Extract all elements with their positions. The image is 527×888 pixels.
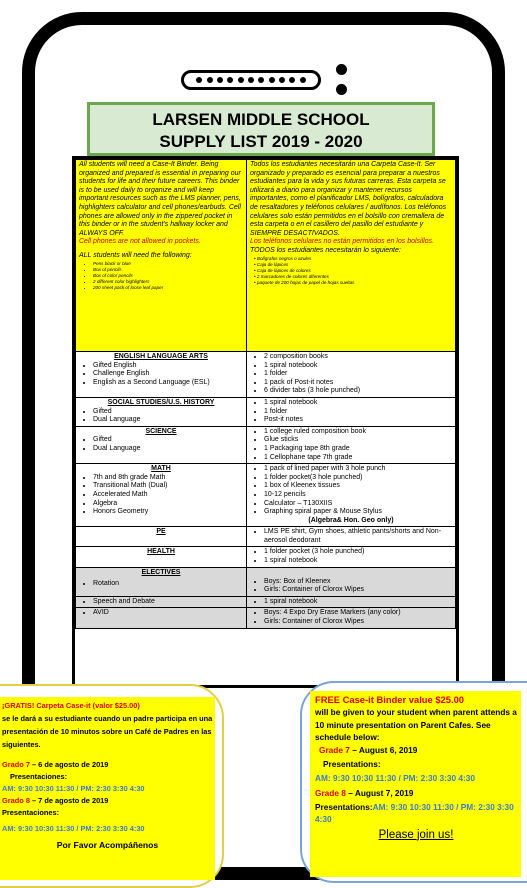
- sensor-dot-icon: [336, 84, 347, 95]
- list-item: • Bolígrafos negros o azules: [254, 255, 312, 261]
- list-item: • 2 marcadores de colores diferentes: [254, 273, 329, 279]
- list-item: • Box of color pencils: [93, 273, 243, 279]
- intro-es-lead: TODOS los estudiantes necesitarán lo siguiente:: [250, 246, 401, 254]
- supply-table: [75, 159, 456, 629]
- list-item: • 1 folder: [264, 408, 452, 417]
- table-row: [76, 567, 456, 596]
- section-title: MATH: [151, 465, 171, 473]
- list-item: • 1 Packaging tape 8th grade: [264, 445, 452, 454]
- promo-es-grade8: Grado 8 – 7 de agosto de 2019: [2, 796, 109, 805]
- list-item: • Caja de lápices: [254, 261, 289, 267]
- table-row: [76, 547, 456, 567]
- table-row: [76, 608, 456, 628]
- list-item: • Boys: Box of Kleenex: [264, 578, 452, 587]
- list-item: • 1 college ruled composition book: [264, 428, 452, 437]
- table-row: [76, 464, 456, 527]
- list-item: • Gifted: [93, 408, 243, 417]
- list-item: • 1 Cellophane tape 7th grade: [264, 454, 452, 463]
- list-item: • 6 divider tabs (3 hole punched): [264, 387, 452, 396]
- table-row: [76, 352, 456, 398]
- section-title: SCIENCE: [145, 427, 177, 435]
- list-item: • Graphing spiral paper & Mouse Stylus: [264, 508, 452, 517]
- list-item: • 2 different color highlighters: [93, 279, 243, 285]
- list-item: • Honors Geometry: [93, 508, 243, 517]
- promo-en-headline: FREE Case-it Binder value $25.00: [315, 694, 465, 705]
- list-item: • paquete de 200 hojas de papel de hojas sueltas: [254, 279, 355, 285]
- list-item: • Gifted: [93, 436, 243, 445]
- list-item: • 1 pack of Post-it notes: [264, 379, 452, 388]
- promo-spanish: [0, 697, 215, 880]
- intro-es-text: Todos los estudiantes necesitarán una Carpeta Case-It. Ser organizado y preparado es esencial para preparar a nuestros estudiantes para la vida y sus futuras carreras. Esta carpeta se utilizará a diario para organizar y mantener recursos importantes, como el planificador LMS, bolígrafos, calculadora de resaltadores y teléfonos celulares / audífonos. Los teléfonos celulares solo están permitidos en el bolsillo con cremallera de esta carpeta o en el casillero del pasillo del estudiante y SIEMPRE DESACTIVADOS.: [250, 161, 447, 237]
- table-row: [76, 397, 456, 426]
- list-item: • 1 folder pocket (3 hole punched): [264, 548, 452, 557]
- list-item: • Transitional Math (Dual): [93, 482, 243, 491]
- list-item: • 1 box of Kleenex tissues: [264, 482, 452, 491]
- list-item: • 1 pack of lined paper with 3 hole punch: [264, 465, 452, 474]
- list-item: • Rotation: [93, 580, 243, 589]
- promo-es-body: se le dará a su estudiante cuando un padre participa en una presentación de 10 minutos sobre un Café de Padres en las siguientes.: [2, 714, 213, 749]
- list-item: • Girls: Container of Clorox Wipes: [264, 586, 452, 595]
- promo-en-times: AM: 9:30 10:30 11:30 / PM: 2:30 3:30 4:30: [315, 772, 476, 783]
- promo-es-closing: Por Favor Acompáñenos: [56, 840, 159, 850]
- list-item: • Pens black or blue: [93, 261, 243, 267]
- section-title: ENGLISH LANGUAGE ARTS: [114, 353, 208, 360]
- promo-en-body: will be given to your student when parent attends a 10 minute presentation on Parent Cafes. See schedule below:: [315, 707, 517, 742]
- promo-english: [310, 691, 521, 877]
- title-line-1: LARSEN MIDDLE SCHOOL: [152, 110, 370, 129]
- intro-en-lead: ALL students will need the following:: [79, 251, 192, 259]
- list-item: • Boys: 4 Expo Dry Erase Markers (any color): [264, 609, 452, 618]
- promo-es-times: AM: 9:30 10:30 11:30 / PM: 2:30 3:30 4:30: [2, 824, 145, 833]
- list-item: • 2 composition books: [264, 353, 452, 362]
- list-item: • Caja de lápices de colores: [254, 267, 311, 273]
- table-row: [76, 426, 456, 463]
- list-item: • 10-12 pencils: [264, 491, 452, 500]
- promo-en-grade7: Grade 7 – August 6, 2019: [319, 744, 418, 755]
- section-title: SOCIAL STUDIES/U.S. HISTORY: [107, 398, 215, 406]
- list-item: • Challenge English: [93, 370, 243, 379]
- math-note: (Algebra& Hon. Geo only): [308, 516, 394, 524]
- promo-es-headline: ¡GRATIS! Carpeta Case-it (valor $25.00): [2, 701, 140, 710]
- intro-spanish: [247, 160, 456, 352]
- intro-es-warning: Los teléfonos celulares no están permitidos en los bolsillos.: [250, 238, 435, 246]
- list-item: • Box of pencils: [93, 267, 243, 273]
- promo-en-times-line: Presentations:AM: 9:30 10:30 11:30 / PM: 2:30 3:30 4:30: [315, 801, 514, 824]
- list-item: • 1 spiral notebook: [264, 399, 452, 408]
- list-item: • 1 spiral notebook: [264, 362, 452, 371]
- list-item: • Speech and Debate: [93, 598, 243, 607]
- list-item: • Dual Language: [93, 416, 243, 425]
- table-row: [76, 596, 456, 608]
- list-item: • English as a Second Language (ESL): [93, 379, 243, 388]
- list-item: • Post-it notes: [264, 416, 452, 425]
- list-item: • LMS PE shirt, Gym shoes, athletic pants/shorts and Non-aerosol deodorant: [264, 528, 452, 545]
- list-item: • Glue sticks: [264, 436, 452, 445]
- list-item: • Calculator – T130XIIS: [264, 500, 452, 509]
- list-item: • Gifted English: [93, 362, 243, 371]
- promo-es-pres-label: Presentaciones:: [10, 772, 68, 781]
- promo-en-pres-label: Presentations:: [323, 758, 381, 769]
- table-row: [76, 527, 456, 547]
- list-item: • 1 folder pocket(3 hole punched): [264, 474, 452, 483]
- promo-es-pres-label: Presentaciones:: [2, 808, 60, 817]
- supply-list-sheet: [72, 156, 459, 688]
- list-item: • Algebra: [93, 500, 243, 509]
- list-item: • AVID: [93, 609, 243, 618]
- list-item: • 1 spiral notebook: [264, 598, 452, 607]
- list-item: • 1 folder: [264, 370, 452, 379]
- intro-en-warning: Cell phones are not allowed in pockets.: [79, 238, 201, 246]
- list-item: • 200 sheet pack of loose leaf paper: [93, 285, 243, 291]
- list-item: • 1 spiral notebook: [264, 557, 452, 566]
- list-item: • Girls: Container of Clorox Wipes: [264, 618, 452, 627]
- section-title: PE: [156, 528, 166, 536]
- list-item: • Dual Language: [93, 445, 243, 454]
- section-title: ELECTIVES: [141, 568, 181, 576]
- list-item: • Accelerated Math: [93, 491, 243, 500]
- promo-en-closing: Please join us!: [378, 828, 454, 841]
- page-title: [87, 102, 435, 156]
- promo-es-grade7: Grado 7 – 6 de agosto de 2019: [2, 760, 109, 769]
- title-line-2: SUPPLY LIST 2019 - 2020: [159, 132, 363, 151]
- speaker-grille-icon: [181, 70, 321, 90]
- intro-en-text: All students will need a Case-It Binder. Being organized and prepared is essential in preparing our students for life and their future careers. This binder is to be used daily to organize and will keep important resources such as the LMS planner, pens, highlighters calculator and cell phones/earbuds. Cell phones are allowed only in the zippered pocket in this binder or in the student's hallway locker and ALWAYS OFF.: [79, 161, 241, 237]
- section-title: HEALTH: [147, 548, 175, 556]
- promo-es-times: AM: 9:30 10:30 11:30 / PM: 2:30 3:30 4:30: [2, 784, 145, 793]
- camera-dot-icon: [336, 64, 347, 75]
- intro-english: [76, 160, 247, 352]
- list-item: • 7th and 8th grade Math: [93, 474, 243, 483]
- promo-en-grade8: Grade 8 – August 7, 2019: [315, 787, 414, 798]
